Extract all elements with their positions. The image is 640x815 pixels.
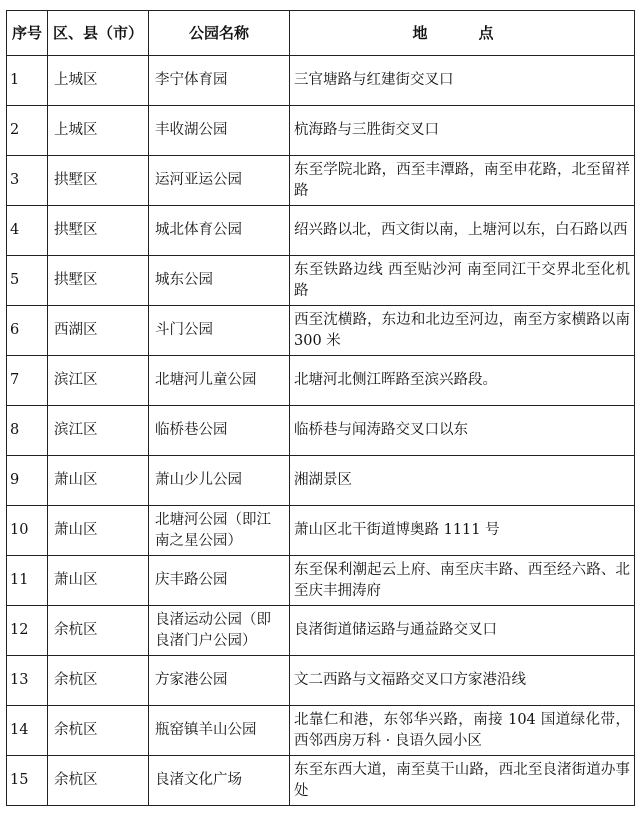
row-location: 东至东西大道，南至莫干山路，西北至良渚街道办事处 [290, 756, 635, 806]
row-location: 东至学院北路，西至丰潭路，南至申花路，北至留祥路 [290, 156, 635, 206]
header-district: 区、县（市） [48, 11, 149, 56]
row-park-name: 萧山少儿公园 [149, 456, 290, 506]
row-park-name: 庆丰路公园 [149, 556, 290, 606]
row-district: 余杭区 [48, 656, 149, 706]
table-row [7, 406, 635, 456]
row-index: 7 [7, 356, 48, 406]
row-location: 萧山区北干街道博奥路 1111 号 [290, 506, 635, 556]
row-park-name: 城北体育公园 [149, 206, 290, 256]
row-index: 3 [7, 156, 48, 206]
row-index: 12 [7, 606, 48, 656]
table-row [7, 456, 635, 506]
row-index: 8 [7, 406, 48, 456]
row-district: 余杭区 [48, 756, 149, 806]
row-location: 东至铁路边线 西至贴沙河 南至同江干交界北至化机路 [290, 256, 635, 306]
row-location: 湘湖景区 [290, 456, 635, 506]
row-index: 15 [7, 756, 48, 806]
row-park-name: 城东公园 [149, 256, 290, 306]
row-location: 三官塘路与红建街交叉口 [290, 56, 635, 106]
header-index: 序号 [7, 11, 48, 56]
table-row [7, 106, 635, 156]
table-row [7, 256, 635, 306]
row-district: 萧山区 [48, 456, 149, 506]
row-park-name: 运河亚运公园 [149, 156, 290, 206]
row-district: 滨江区 [48, 356, 149, 406]
table-row [7, 306, 635, 356]
row-district: 萧山区 [48, 506, 149, 556]
table-row [7, 756, 635, 806]
row-park-name: 临桥巷公园 [149, 406, 290, 456]
row-park-name: 北塘河儿童公园 [149, 356, 290, 406]
table-row [7, 356, 635, 406]
table-row [7, 56, 635, 106]
row-park-name: 李宁体育园 [149, 56, 290, 106]
row-park-name: 良渚文化广场 [149, 756, 290, 806]
row-park-name: 丰收湖公园 [149, 106, 290, 156]
row-district: 西湖区 [48, 306, 149, 356]
row-location: 杭海路与三胜街交叉口 [290, 106, 635, 156]
row-index: 1 [7, 56, 48, 106]
header-row [7, 11, 635, 56]
row-park-name: 斗门公园 [149, 306, 290, 356]
row-location: 西至沈横路，东边和北边至河边，南至方家横路以南 300 米 [290, 306, 635, 356]
row-index: 14 [7, 706, 48, 756]
row-location: 临桥巷与闻涛路交叉口以东 [290, 406, 635, 456]
row-index: 10 [7, 506, 48, 556]
row-index: 9 [7, 456, 48, 506]
row-park-name: 瓶窑镇羊山公园 [149, 706, 290, 756]
row-index: 6 [7, 306, 48, 356]
row-district: 拱墅区 [48, 256, 149, 306]
row-district: 上城区 [48, 106, 149, 156]
row-district: 滨江区 [48, 406, 149, 456]
row-park-name: 良渚运动公园（即良渚门户公园） [149, 606, 290, 656]
row-index: 5 [7, 256, 48, 306]
table-row [7, 556, 635, 606]
row-location: 文二西路与文福路交叉口方家港沿线 [290, 656, 635, 706]
row-park-name: 方家港公园 [149, 656, 290, 706]
row-location: 良渚街道储运路与通益路交叉口 [290, 606, 635, 656]
row-index: 4 [7, 206, 48, 256]
row-park-name: 北塘河公园（即江南之星公园） [149, 506, 290, 556]
row-district: 拱墅区 [48, 206, 149, 256]
row-location: 绍兴路以北，西文街以南，上塘河以东，白石路以西 [290, 206, 635, 256]
row-district: 萧山区 [48, 556, 149, 606]
row-location: 北靠仁和港，东邻华兴路，南接 104 国道绿化带，西邻西房万科 · 良语久园小区 [290, 706, 635, 756]
row-district: 上城区 [48, 56, 149, 106]
header-location: 地 点 [290, 11, 635, 56]
table-row [7, 206, 635, 256]
table-row [7, 656, 635, 706]
row-district: 余杭区 [48, 706, 149, 756]
table-row [7, 606, 635, 656]
table-row [7, 706, 635, 756]
parks-table [6, 10, 635, 806]
row-location: 东至保利潮起云上府、南至庆丰路、西至经六路、北至庆丰拥涛府 [290, 556, 635, 606]
row-district: 拱墅区 [48, 156, 149, 206]
row-index: 11 [7, 556, 48, 606]
header-park-name: 公园名称 [149, 11, 290, 56]
row-index: 13 [7, 656, 48, 706]
row-location: 北塘河北侧江晖路至滨兴路段。 [290, 356, 635, 406]
table-row [7, 156, 635, 206]
row-index: 2 [7, 106, 48, 156]
row-district: 余杭区 [48, 606, 149, 656]
table-row [7, 506, 635, 556]
